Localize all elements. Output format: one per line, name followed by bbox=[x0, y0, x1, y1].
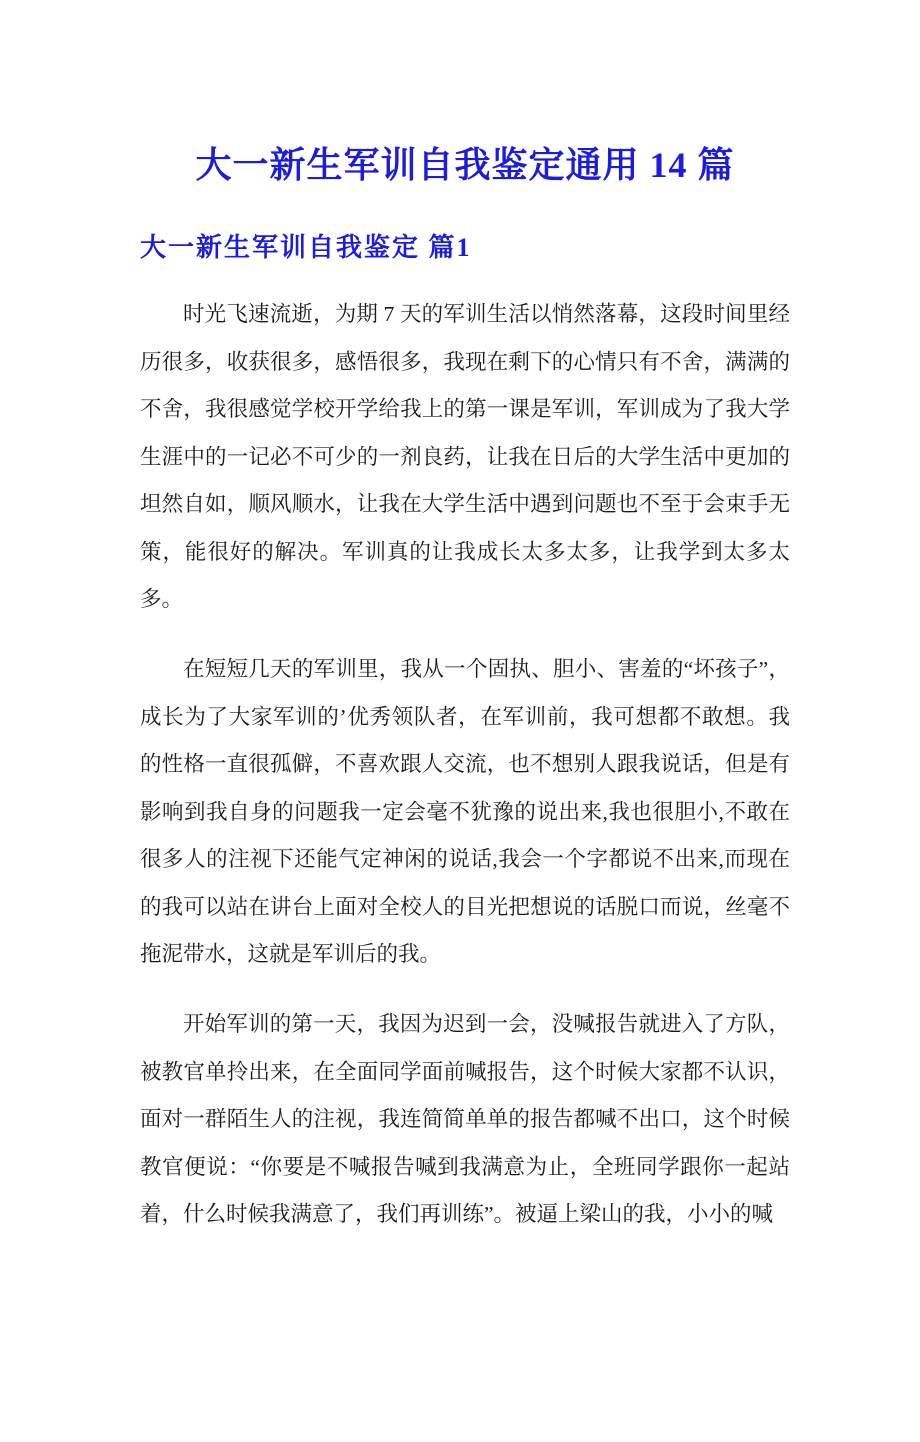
section-heading: 大一新生军训自我鉴定 篇1 bbox=[140, 233, 472, 262]
document-page bbox=[0, 140, 920, 1442]
document-title: 大一新生军训自我鉴定通用 14 篇 bbox=[195, 145, 735, 185]
paragraph: 在短短几天的军训里，我从一个固执、胆小、害羞的“坏孩子”，成长为了大家军训的’优秀领队者，在军训前，我可想都不敢想。我的性格一直很孤僻，不喜欢跟人交流，也不想别人跟我说话，但是有影响到我自身的问题我一定会毫不犹豫的说出来,我也很胆小,不敢在很多人的注视下还能气定神闲的说话,我会一个字都说不出来,而现在的我可以站在讲台上面对全校人的目光把想说的话脱口而说，丝毫不拖泥带水，这就是军训后的我。 bbox=[140, 657, 790, 966]
paragraph: 开始军训的第一天，我因为迟到一会，没喊报告就进入了方队，被教官单拎出来，在全面同学面前喊报告，这个时候大家都不认识，面对一群陌生人的注视，我连简简单单的报告都喊不出口，这个时候教官便说：“你要是不喊报告喊到我满意为止，全班同学跟你一起站着，什么时候我满意了，我们再训练”。被逼上梁山的我，小小的喊 bbox=[140, 1012, 790, 1226]
document-body bbox=[140, 291, 790, 1239]
paragraph: 时光飞速流逝，为期 7 天的军训生活以悄然落幕，这段时间里经历很多，收获很多，感悟很多，我现在剩下的心情只有不舍，满满的不舍，我很感觉学校开学给我上的第一课是军训，军训成为了我大学生涯中的一记必不可少的一剂良药，让我在日后的大学生活中更加的坦然自如，顺风顺水，让我在大学生活中遇到问题也不至于会束手无策，能很好的解决。军训真的让我成长太多太多，让我学到太多太多。 bbox=[140, 302, 790, 611]
